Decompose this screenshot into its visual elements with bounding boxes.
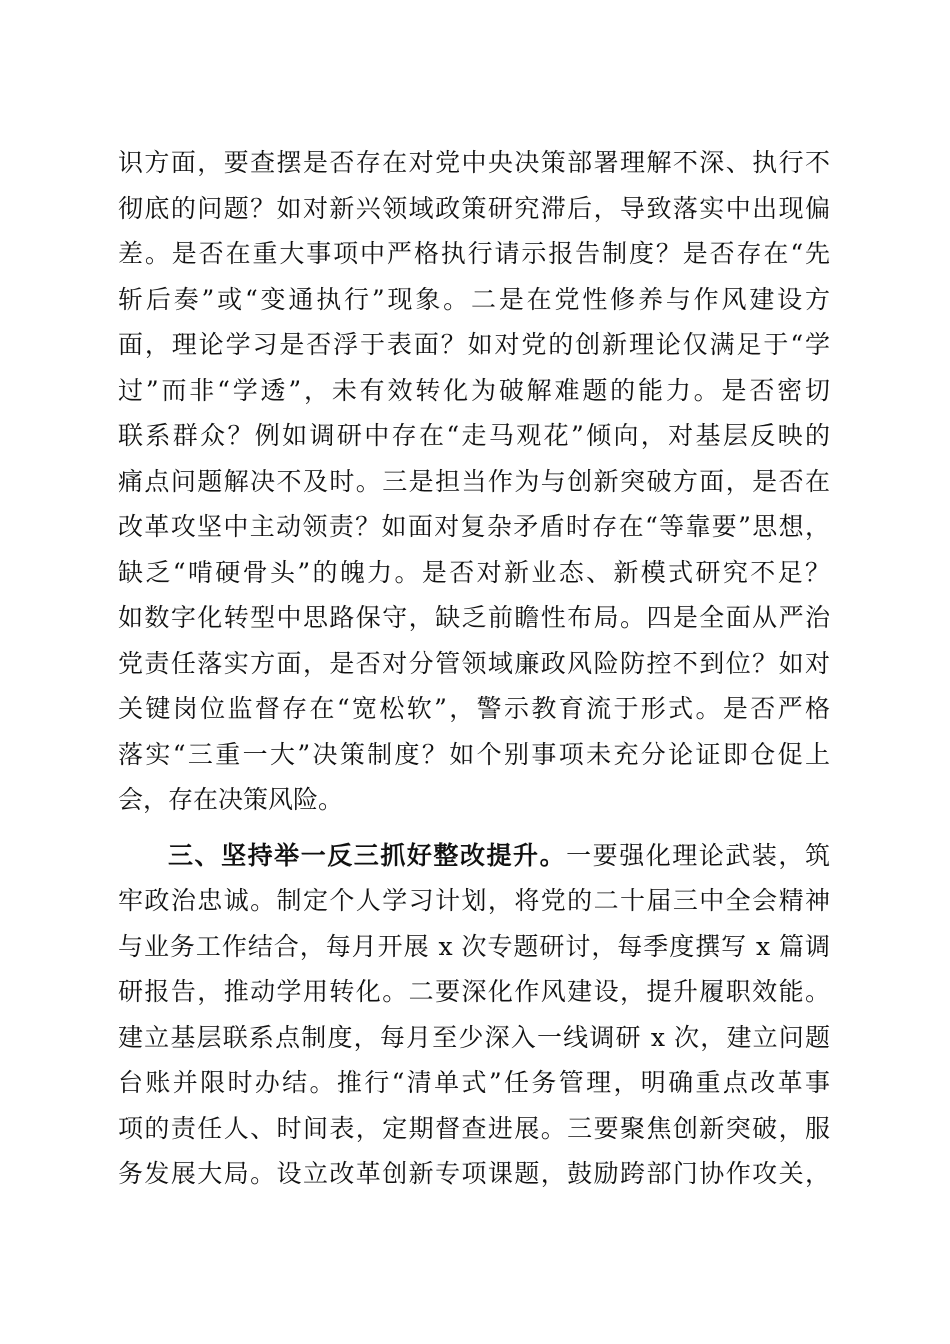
text-line: 落实“三重一大”决策制度？如个别事项未充分论证即仓促上: [118, 739, 830, 769]
text-line: 识方面，要查摆是否存在对党中央决策部署理解不深、执行不: [118, 148, 830, 177]
text-line: 改革攻坚中主动领责？如面对复杂矛盾时存在“等靠要”思想，: [118, 512, 830, 541]
text-line: 建立基层联系点制度，每月至少深入一线调研 x 次，建立问题: [118, 1022, 830, 1052]
text-line: 台账并限时办结。推行“清单式”任务管理，明确重点改革事: [118, 1068, 830, 1097]
text-line: 牢政治忠诚。制定个人学习计划，将党的二十届三中全会精神: [118, 886, 830, 915]
text-line: 党责任落实方面，是否对分管领域廉政风险防控不到位？如对: [118, 648, 830, 678]
text-line: 缺乏“啃硬骨头”的魄力。是否对新业态、新模式研究不足？: [118, 557, 830, 587]
text-line: 项的责任人、时间表，定期督查进展。三要聚焦创新突破，服: [118, 1113, 830, 1143]
paragraph-rectification: [118, 833, 830, 1197]
text-line: 彻底的问题？如对新兴领域政策研究滞后，导致落实中出现偏: [118, 193, 830, 223]
text-line: 研报告，推动学用转化。二要深化作风建设，提升履职效能。: [118, 977, 830, 1006]
text-line: 务发展大局。设立改革创新专项课题，鼓励跨部门协作攻关，: [118, 1159, 830, 1188]
section-first-line: [118, 833, 830, 879]
section-heading-rest: 一要强化理论武装，筑: [566, 840, 830, 870]
text-line: 过”而非“学透”，未有效转化为破解难题的能力。是否密切: [118, 375, 830, 405]
text-line: 联系群众？例如调研中存在“走马观花”倾向，对基层反映的: [118, 421, 830, 450]
text-line: 痛点问题解决不及时。三是担当作为与创新突破方面，是否在: [118, 466, 830, 496]
text-line: 关键岗位监督存在“宽松软”，警示教育流于形式。是否严格: [118, 694, 830, 723]
text-line: 与业务工作结合，每月开展 x 次专题研讨，每季度撰写 x 篇调: [118, 931, 830, 961]
section-heading: 三、坚持举一反三抓好整改提升。: [168, 840, 567, 870]
paragraph-inspection-items: [118, 140, 830, 823]
text-line: 差。是否在重大事项中严格执行请示报告制度？是否存在“先: [118, 239, 830, 268]
text-line: 会，存在决策风险。: [118, 785, 344, 814]
text-line: 如数字化转型中思路保守，缺乏前瞻性布局。四是全面从严治: [118, 603, 830, 632]
text-line: 面，理论学习是否浮于表面？如对党的创新理论仅满足于“学: [118, 330, 830, 359]
text-line: 斩后奏”或“变通执行”现象。二是在党性修养与作风建设方: [118, 284, 830, 314]
document-body: [118, 140, 830, 1197]
